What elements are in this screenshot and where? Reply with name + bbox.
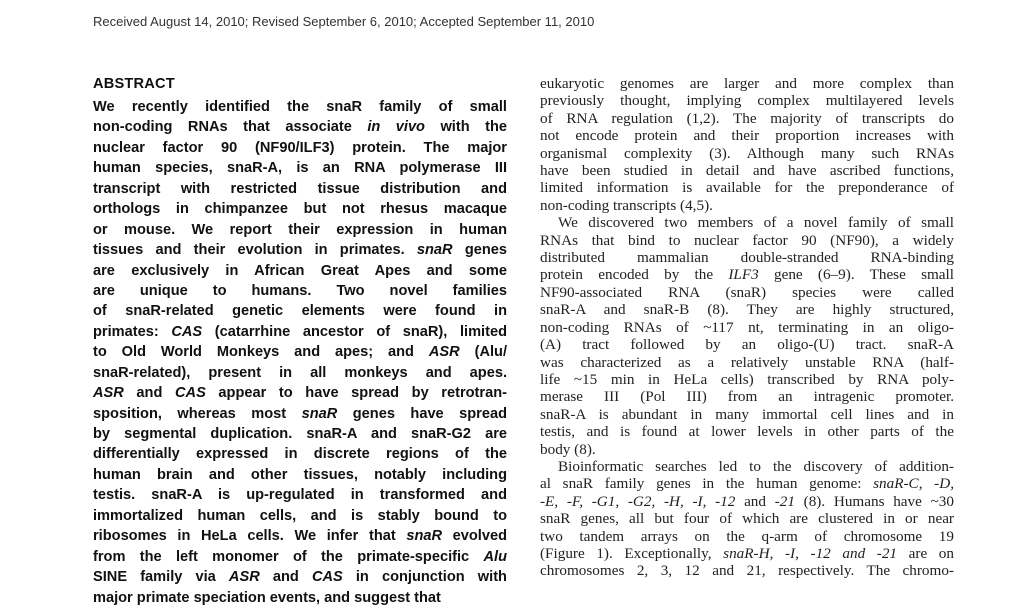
text-span: human brain and other tissues, notably including: [93, 466, 507, 483]
abstract-line: [93, 138, 507, 158]
text-span: evolved: [442, 528, 508, 545]
text-span: (8). Humans have ~30: [794, 492, 954, 510]
text-span: We recently identified the snaR family of small: [93, 99, 507, 115]
text-span: from the left monomer of the primate-specific: [93, 548, 484, 565]
text-span: appear to have spread by retrotran-: [205, 385, 507, 402]
text-span: genes have spread: [337, 405, 508, 422]
body-line: [540, 406, 954, 423]
italic-text: ASR: [228, 569, 260, 586]
text-span: differentially expressed in discrete regions of the: [93, 446, 507, 463]
body-line: [540, 284, 954, 301]
body-line: [540, 162, 954, 179]
text-span: in conjunction with: [342, 569, 507, 586]
text-span: non-coding RNAs that associate: [93, 119, 368, 136]
text-span: not encode protein and their proportion increases with: [540, 127, 954, 145]
text-span: of snaR-related genetic elements were found in: [93, 303, 507, 320]
abstract-line: [93, 117, 507, 137]
abstract-section: [93, 73, 507, 608]
abstract-heading: ABSTRACT: [93, 76, 175, 92]
abstract-line: [93, 179, 507, 199]
text-span: two tandem arrays on the q-arm of chromosome 19: [540, 527, 954, 545]
body-line: [540, 562, 954, 579]
text-span: (Figure 1). Exceptionally,: [540, 544, 724, 562]
text-span: transcript with restricted tissue distribution and: [93, 180, 507, 197]
text-span: gene (6–9). These small: [758, 266, 954, 284]
italic-text: ASR: [428, 344, 460, 361]
abstract-text: [93, 97, 507, 608]
body-line: [540, 266, 954, 283]
abstract-line: [93, 588, 507, 608]
text-span: life ~15 min in HeLa cells) transcribed by RNA poly-: [540, 370, 954, 388]
text-span: limited information is available for the preponderance of: [540, 179, 954, 197]
italic-text: snaR-C, -D,: [873, 475, 955, 493]
text-span: previously thought, implying complex multilayered levels: [540, 92, 954, 110]
text-span: protein encoded by the: [540, 266, 729, 284]
body-line: [540, 127, 954, 144]
text-span: body (8).: [540, 440, 596, 458]
abstract-line: [93, 301, 507, 321]
body-line: [540, 388, 954, 405]
text-span: was characterized as a relatively unstable RNA (half-: [540, 353, 954, 371]
text-span: and: [259, 569, 312, 586]
abstract-line: [93, 158, 507, 178]
abstract-line: [93, 281, 507, 301]
abstract-line: [93, 342, 507, 362]
text-span: snaR-related), present in all monkeys and apes.: [93, 364, 507, 381]
text-span: major primate speciation events, and suggest that: [93, 589, 441, 606]
text-span: to Old World Monkeys and apes; and: [93, 344, 429, 361]
abstract-line: [93, 404, 507, 424]
text-span: genes: [452, 242, 507, 259]
italic-text: CAS: [175, 385, 206, 402]
abstract-line: [93, 363, 507, 383]
italic-text: snaR: [301, 405, 338, 422]
body-line: [540, 475, 954, 492]
body-line: [540, 545, 954, 562]
text-span: snaR-A and snaR-B (8). They are highly structured,: [540, 301, 954, 319]
text-span: are exclusively in African Great Apes and some: [93, 262, 507, 279]
italic-text: snaR: [406, 528, 443, 545]
text-span: are on: [897, 544, 954, 562]
body-line: [540, 371, 954, 388]
text-span: snaR genes, all but four of which are clustered in or near: [540, 510, 954, 528]
body-line: [540, 458, 954, 475]
italic-text: in vivo: [367, 119, 425, 136]
italic-text: snaR: [416, 242, 453, 259]
text-span: organismal complexity (3). Although many such RNAs: [540, 144, 954, 162]
text-span: or mouse. We report their expression in human: [93, 221, 507, 238]
body-line: [540, 510, 954, 527]
italic-text: ILF3: [728, 266, 759, 284]
text-span: nuclear factor 90 (NF90/ILF3) protein. The major: [93, 139, 507, 156]
body-line: [540, 110, 954, 127]
text-span: and: [123, 385, 175, 402]
abstract-line: [93, 220, 507, 240]
abstract-line: [93, 547, 507, 567]
text-span: are unique to humans. Two novel families: [93, 282, 507, 299]
italic-text: ASR: [93, 385, 124, 402]
body-line: [540, 441, 954, 458]
body-text-column: [540, 75, 954, 580]
text-span: (A) tract followed by an oligo-(U) tract. snaR-A: [540, 336, 954, 354]
italic-text: -21: [774, 492, 795, 510]
body-line: [540, 354, 954, 371]
body-line: [540, 301, 954, 318]
body-line: [540, 493, 954, 510]
body-line: [540, 179, 954, 196]
italic-text: -E, -F, -G1, -G2, -H, -I, -12: [540, 492, 736, 510]
text-span: RNAs that bind to nuclear factor 90 (NF90), a widely: [540, 231, 954, 249]
abstract-line: [93, 240, 507, 260]
body-line: [540, 197, 954, 214]
body-line: [540, 423, 954, 440]
text-span: We discovered two members of a novel family of small: [558, 214, 954, 232]
abstract-line: [93, 444, 507, 464]
text-span: Bioinformatic searches led to the discovery of addition-: [558, 457, 954, 475]
text-span: have been studied in detail and have ascribed functions,: [540, 162, 954, 180]
abstract-line: [93, 322, 507, 342]
abstract-line: [93, 567, 507, 587]
body-line: [540, 75, 954, 92]
text-span: distributed mammalian double-stranded RNA-binding: [540, 249, 954, 267]
body-line: [540, 92, 954, 109]
abstract-line: [93, 383, 507, 403]
text-span: al snaR family genes in the human genome:: [540, 475, 874, 493]
text-span: by segmental duplication. snaR-A and snaR-G2 are: [93, 426, 507, 442]
body-line: [540, 319, 954, 336]
text-span: chromosomes 2, 3, 12 and 21, respectively. The chromo-: [540, 562, 954, 580]
text-span: sposition, whereas most: [93, 405, 302, 422]
text-span: non-coding RNAs of ~117 nt, terminating in an oligo-: [540, 318, 954, 336]
text-span: non-coding transcripts (4,5).: [540, 196, 713, 214]
body-line: [540, 249, 954, 266]
text-span: NF90-associated RNA (snaR) species were called: [540, 283, 954, 301]
abstract-line: [93, 97, 507, 117]
text-span: primates:: [93, 323, 172, 340]
text-span: and: [735, 492, 775, 510]
abstract-line: [93, 261, 507, 281]
abstract-line: [93, 506, 507, 526]
body-line: [540, 145, 954, 162]
text-span: testis, and is found at lower levels in other parts of the: [540, 423, 954, 441]
text-span: tissues and their evolution in primates.: [93, 242, 417, 259]
body-line: [540, 336, 954, 353]
text-span: snaR-A is abundant in many immortal cell lines and in: [540, 405, 954, 423]
text-span: eukaryotic genomes are larger and more complex than: [540, 75, 954, 92]
body-line: [540, 528, 954, 545]
text-span: (catarrhine ancestor of snaR), limited: [202, 323, 507, 340]
received-dates: Received August 14, 2010; Revised September 6, 2010; Accepted September 11, 2010: [93, 14, 595, 29]
text-span: merase III (Pol III) from an intragenic promoter.: [540, 388, 954, 406]
italic-text: CAS: [171, 323, 203, 340]
italic-text: Alu: [483, 548, 507, 565]
abstract-line: [93, 424, 507, 444]
body-line: [540, 214, 954, 231]
italic-text: snaR-H, -I, -12 and -21: [723, 544, 898, 562]
abstract-line: [93, 465, 507, 485]
text-span: of RNA regulation (1,2). The majority of transcripts do: [540, 109, 954, 127]
text-span: orthologs in chimpanzee but not rhesus macaque: [93, 201, 507, 218]
text-span: ribosomes in HeLa cells. We infer that: [93, 528, 407, 545]
text-span: with the: [424, 119, 507, 136]
italic-text: CAS: [311, 569, 343, 586]
abstract-line: [93, 526, 507, 546]
text-span: human species, snaR-A, is an RNA polymerase III: [93, 160, 507, 177]
text-span: testis. snaR-A is up-regulated in transformed and: [93, 487, 507, 504]
abstract-line: [93, 485, 507, 505]
abstract-line: [93, 199, 507, 219]
text-span: immortalized human cells, and is stably bound to: [93, 507, 507, 524]
text-span: SINE family via: [93, 569, 229, 586]
body-line: [540, 232, 954, 249]
text-span: (Alu/: [459, 344, 508, 361]
